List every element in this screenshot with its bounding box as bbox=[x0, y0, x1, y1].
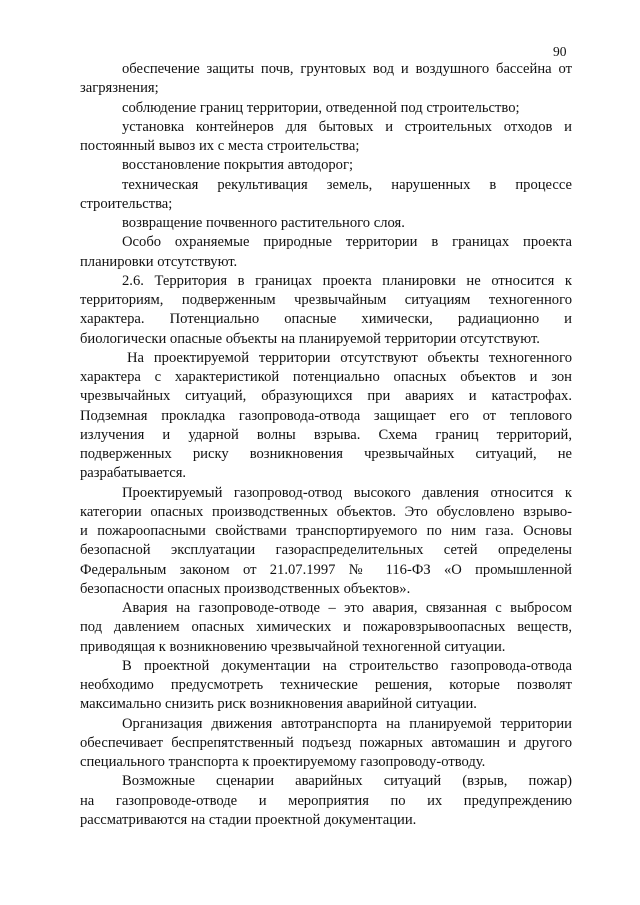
text-line: загрязнения; bbox=[80, 80, 159, 97]
text-line: территориям, подверженным чрезвычайным ситуациям техногенного bbox=[80, 292, 572, 308]
text-line: соблюдение границ территории, отведенной под строительство; bbox=[122, 99, 520, 116]
text-line: специального транспорта к проектируемому газопроводу-отводу. bbox=[80, 754, 486, 770]
text-line: строительства; bbox=[80, 195, 173, 212]
text-line: излучения и ударной волны взрыва. Схема границ территорий, bbox=[80, 426, 572, 443]
text-line: установка контейнеров для бытовых и строительных отходов и bbox=[122, 118, 572, 135]
text-line: Организация движения автотранспорта на планируемой территории bbox=[122, 715, 572, 732]
body-text bbox=[80, 60, 572, 830]
text-line: техническая рекультивация земель, нарушенных в процессе bbox=[122, 176, 572, 193]
text-line: На проектируемой территории отсутствуют объекты техногенного bbox=[127, 349, 572, 366]
text-line: обеспечивает беспрепятственный подъезд пожарных автомашин и другого bbox=[80, 734, 572, 751]
text-line: безопасной эксплуатации газораспределительных сетей определены bbox=[80, 542, 572, 559]
text-line: Возможные сценарии аварийных ситуаций (взрыв, пожар) bbox=[122, 773, 572, 790]
text-line: необходимо предусмотреть технические решения, которые позволят bbox=[80, 677, 572, 693]
text-line: Федеральным законом от 21.07.1997 № 116-ФЗ «О промышленной bbox=[80, 561, 572, 578]
text-line: планировки отсутствуют. bbox=[80, 253, 238, 270]
text-line: чрезвычайных ситуаций, образующихся при авариях и катастрофах. bbox=[80, 388, 572, 405]
text-line: разрабатывается. bbox=[80, 465, 187, 482]
text-line: обеспечение защиты почв, грунтовых вод и воздушного бассейна от bbox=[122, 61, 572, 77]
text-line: подверженных риску возникновения чрезвычайных ситуаций, не bbox=[80, 446, 572, 462]
text-line: приводящая к возникновению чрезвычайной техногенной ситуации. bbox=[80, 638, 506, 655]
text-line: В проектной документации на строительство газопровода-отвода bbox=[122, 657, 572, 674]
text-line: 2.6. Территория в границах проекта планировки не относится к bbox=[122, 272, 572, 289]
text-line: возвращение почвенного растительного слоя. bbox=[122, 215, 405, 231]
text-line: постоянный вывоз их с места строительства; bbox=[80, 138, 360, 154]
text-line: характера с характеристикой потенциально опасных объектов и зон bbox=[80, 369, 572, 385]
text-line: биологически опасные объекты на планируемой территории отсутствуют. bbox=[80, 330, 540, 347]
text-line: Авария на газопроводе-отводе – это авария, связанная с выбросом bbox=[122, 600, 572, 616]
text-line: Проектируемый газопровод-отвод высокого давления относится к bbox=[122, 484, 572, 501]
text-line: восстановление покрытия автодорог; bbox=[122, 157, 354, 174]
text-line: Особо охраняемые природные территории в границах проекта bbox=[122, 234, 572, 251]
text-line: на газопроводе-отводе и мероприятия по их предупреждению bbox=[80, 792, 572, 809]
text-line: максимально снизить риск возникновения аварийной ситуации. bbox=[80, 696, 477, 713]
text-line: характера. Потенциально опасные химически, радиационно и bbox=[80, 311, 572, 328]
page-number: 90 bbox=[553, 44, 567, 59]
text-line: рассматриваются на стадии проектной документации. bbox=[80, 811, 417, 828]
text-line: и пожароопасными свойствами транспортируемого по ним газа. Основы bbox=[80, 523, 572, 539]
text-line: категории опасных производственных объектов. Это обусловлено взрыво- bbox=[80, 503, 572, 520]
text-line: безопасности опасных производственных объектов». bbox=[80, 580, 411, 597]
text-line: Подземная прокладка газопровода-отвода защищает его от теплового bbox=[80, 407, 572, 424]
text-line: под давлением опасных химических и пожаровзрывоопасных веществ, bbox=[80, 619, 572, 636]
